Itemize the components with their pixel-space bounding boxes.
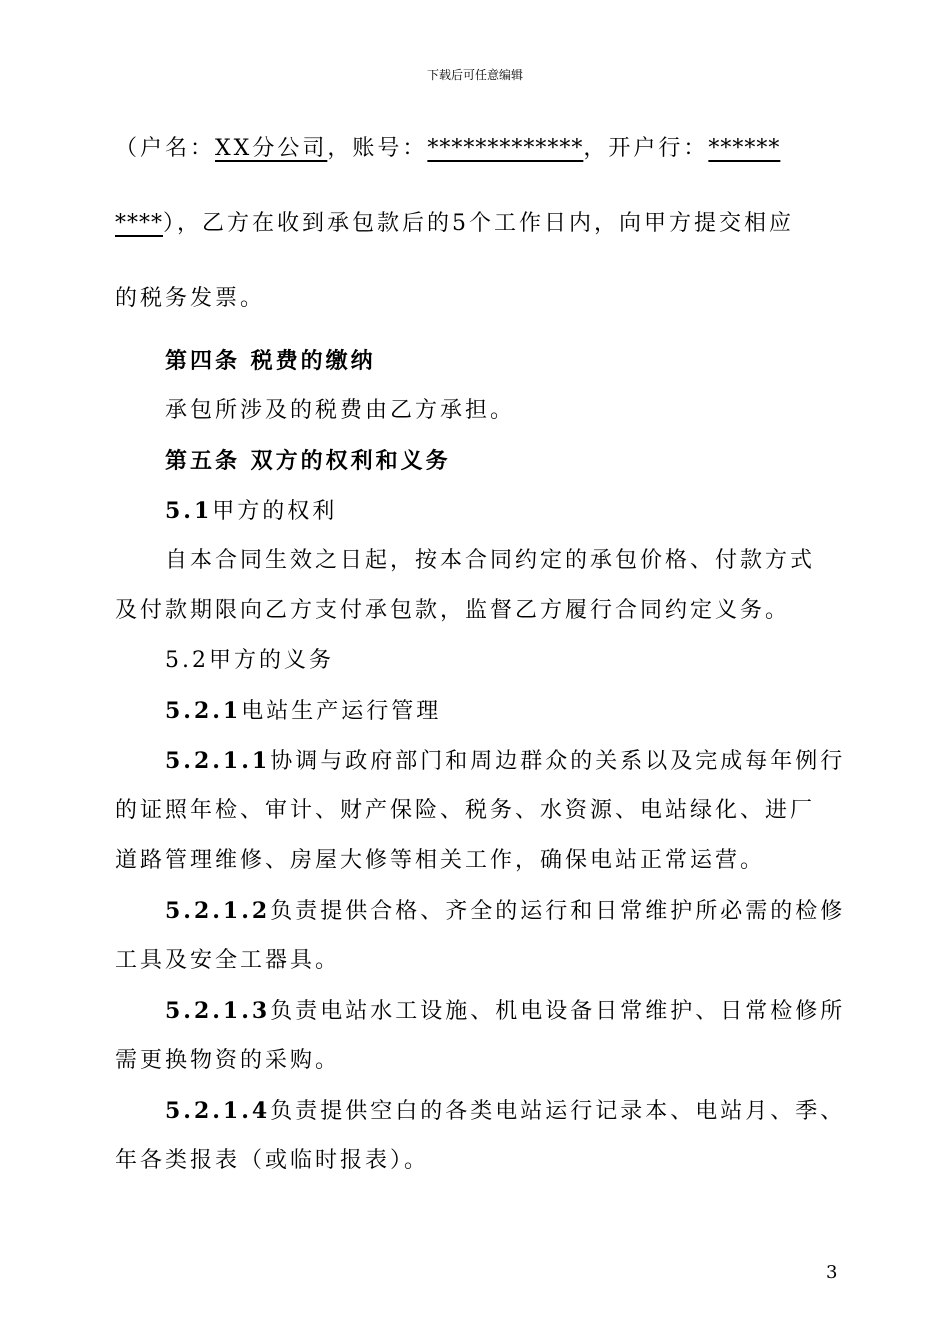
section-5-1-line-1: 自本合同生效之日起，按本合同约定的承包价格、付款方式 [165,548,816,573]
paragraph-line-3: 的税务发票。 [115,286,266,311]
clause-text: 负责提供合格、齐全的运行和日常维护所必需的检修 [270,899,846,924]
paragraph-line-2 [115,209,794,239]
article-four-heading: 第四条 税费的缴纳 [165,348,376,374]
section-number: 5.2.1 [165,698,242,724]
clause-5-2-1-1-line-3: 道路管理维修、房屋大修等相关工作，确保电站正常运营。 [115,848,766,873]
paragraph-line-1 [115,134,780,164]
clause-5-2-1-4-line-1 [165,1096,845,1127]
section-number: 5.2 [165,648,209,673]
section-5-2-1-heading [165,696,441,727]
page-header: 下载后可任意编辑 [426,68,523,82]
bank-label: ，开户行： [583,136,709,161]
account-number-label: ，账号： [327,136,428,161]
clause-number: 5.2.1.3 [165,998,271,1024]
payment-invoice-text: ），乙方在收到承包款后的5个工作日内，向甲方提交相应 [163,211,794,236]
clause-5-2-1-2-line-2: 工具及安全工器具。 [115,948,341,973]
section-5-1-heading [165,496,337,527]
clause-5-2-1-1-line-1 [165,746,845,777]
clause-5-2-1-4-line-2: 年各类报表（或临时报表）。 [115,1148,430,1173]
clause-text: 负责电站水工设施、机电设备日常维护、日常检修所 [270,999,846,1024]
clause-text: 负责提供空白的各类电站运行记录本、电站月、季、 [270,1099,846,1124]
section-title: 电站生产运行管理 [241,699,442,724]
account-number-value: ************* [427,136,584,161]
bank-value-part2: **** [115,211,163,236]
clause-5-2-1-2-line-1 [165,896,845,927]
article-four-body: 承包所涉及的税费由乙方承担。 [165,398,516,423]
clause-text: 协调与政府部门和周边群众的关系以及完成每年例行 [270,749,846,774]
clause-5-2-1-3-line-2: 需更换物资的采购。 [115,1048,341,1073]
account-name-value: XX分公司 [215,136,328,161]
page-number: 3 [826,1262,838,1283]
clause-number: 5.2.1.1 [165,748,271,774]
clause-5-2-1-1-line-2: 的证照年检、审计、财产保险、税务、水资源、电站绿化、进厂 [115,798,816,823]
clause-number: 5.2.1.4 [165,1098,271,1124]
section-5-2-heading [165,646,334,676]
article-five-heading: 第五条 双方的权利和义务 [165,448,451,474]
bank-value-part1: ****** [708,136,781,161]
clause-5-2-1-3-line-1 [165,996,845,1027]
clause-number: 5.2.1.2 [165,898,271,924]
section-number: 5.1 [165,498,213,524]
account-name-prefix: （户名： [115,136,216,161]
section-title: 甲方的权利 [212,499,338,524]
section-5-1-line-2: 及付款期限向乙方支付承包款，监督乙方履行合同约定义务。 [115,598,791,623]
section-title: 甲方的义务 [209,648,335,673]
